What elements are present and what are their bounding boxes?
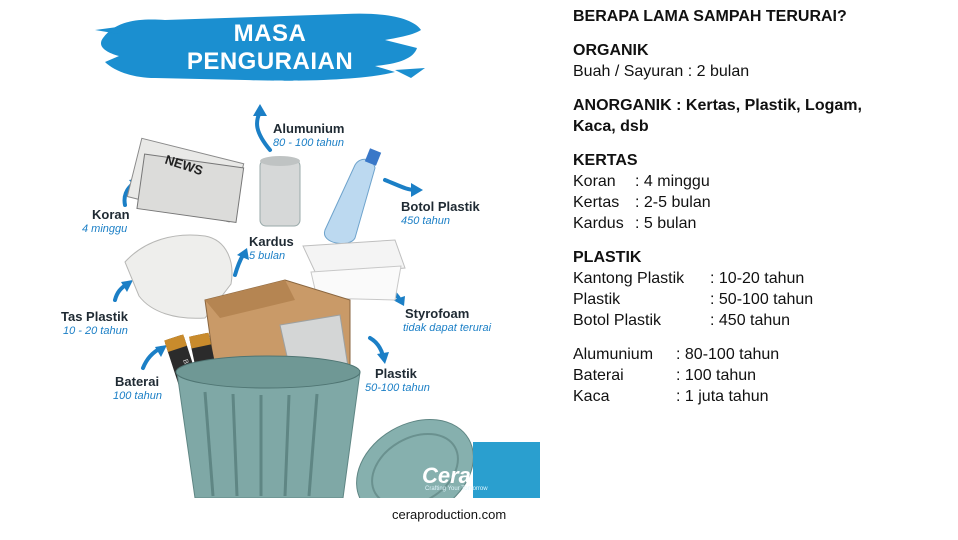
- kertas-row-label: Kardus: [573, 215, 624, 232]
- image-credit: ceraproduction.com: [392, 507, 507, 522]
- organik-title: ORGANIK: [573, 42, 649, 59]
- time-baterai: 100 tahun: [113, 390, 162, 402]
- kertas-title: KERTAS: [573, 152, 638, 169]
- time-plastik: 50-100 tahun: [365, 382, 430, 394]
- arrow-alumunium: [257, 112, 270, 150]
- can-illustration: [260, 156, 300, 226]
- label-botol-plastik: Botol Plastik: [401, 199, 480, 214]
- time-botol-plastik: 450 tahun: [401, 215, 450, 227]
- lainnya-row-value: : 80-100 tahun: [676, 346, 780, 363]
- kertas-row: [573, 213, 953, 234]
- label-koran: Koran: [92, 207, 130, 222]
- lainnya-row: [573, 344, 953, 365]
- kertas-row-value: : 5 bulan: [635, 215, 697, 232]
- kertas-row-label: Koran: [573, 173, 616, 190]
- organik-line: Buah / Sayuran : 2 bulan: [573, 63, 750, 80]
- arrow-kardus: [235, 255, 243, 275]
- plastik-title: PLASTIK: [573, 249, 642, 266]
- kertas-row: [573, 192, 953, 213]
- arrow-plastik: [370, 338, 383, 356]
- label-alumunium: Alumunium: [273, 121, 345, 136]
- plastik-row-value: : 450 tahun: [710, 312, 791, 329]
- time-koran: 4 minggu: [82, 223, 128, 235]
- time-tas-plastik: 10 - 20 tahun: [63, 325, 128, 337]
- time-kardus: 5 bulan: [249, 250, 286, 262]
- plastik-row-label: Plastik: [573, 291, 621, 308]
- lainnya-row-value: : 1 juta tahun: [676, 388, 769, 405]
- bottle-illustration: [324, 148, 381, 243]
- label-kardus: Kardus: [249, 234, 294, 249]
- plastik-row: [573, 268, 953, 289]
- info-panel: [573, 6, 953, 407]
- infographic: [55, 0, 540, 498]
- kertas-row-value: : 2-5 bulan: [635, 194, 711, 211]
- brand-tagline: Crafting Your Tomorrow: [425, 486, 488, 492]
- label-baterai: Baterai: [115, 374, 160, 389]
- anorganik-line-2: Kaca, dsb: [573, 118, 649, 135]
- lainnya-row: [573, 365, 953, 386]
- lainnya-row-label: Kaca: [573, 388, 610, 405]
- lainnya-row-value: : 100 tahun: [676, 367, 757, 384]
- plastik-row: [573, 310, 953, 331]
- lainnya-row-label: Baterai: [573, 367, 624, 384]
- lainnya-row: [573, 386, 953, 407]
- illustration: [55, 0, 540, 498]
- plastik-row-label: Botol Plastik: [573, 312, 662, 329]
- lainnya-row-label: Alumunium: [573, 346, 654, 363]
- time-styrofoam: tidak dapat terurai: [403, 322, 492, 334]
- title-line-2: SAMPAH: [217, 76, 323, 103]
- kertas-row-value: : 4 minggu: [635, 173, 710, 190]
- plastik-row: [573, 289, 953, 310]
- info-heading: BERAPA LAMA SAMPAH TERURAI?: [573, 8, 847, 25]
- label-plastik: Plastik: [375, 366, 417, 381]
- arrow-botol: [385, 180, 415, 190]
- newspaper-label: NEWS: [163, 151, 205, 179]
- plastik-row-value: : 10-20 tahun: [710, 270, 805, 287]
- plastik-row-label: Kantong Plastik: [573, 270, 685, 287]
- anorganik-line-1: ANORGANIK : Kertas, Plastik, Logam,: [573, 97, 862, 114]
- kertas-row: [573, 171, 953, 192]
- brand-logo: Cera: [422, 463, 471, 488]
- label-tas-plastik: Tas Plastik: [61, 309, 128, 324]
- title-line-1: MASA PENGURAIAN: [186, 20, 354, 75]
- newspaper-illustration: [127, 138, 243, 222]
- time-alumunium: 80 - 100 tahun: [273, 137, 344, 149]
- kertas-row-label: Kertas: [573, 194, 620, 211]
- label-styrofoam: Styrofoam: [405, 306, 470, 321]
- plastik-row-value: : 50-100 tahun: [710, 291, 814, 308]
